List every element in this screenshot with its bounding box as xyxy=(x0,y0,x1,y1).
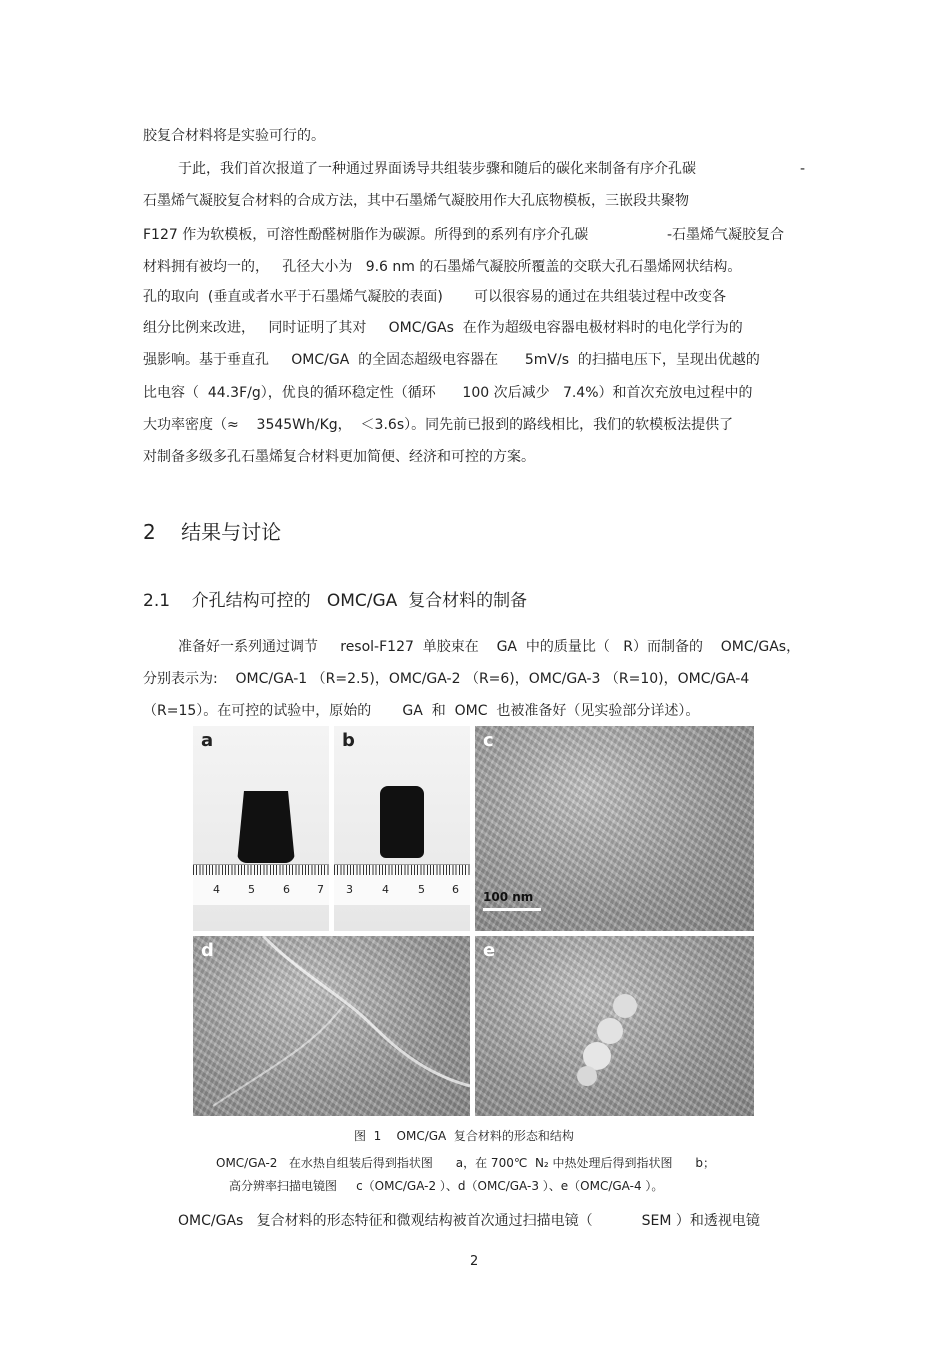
panel-label-e: e xyxy=(483,940,496,961)
body-text-line: - xyxy=(800,161,806,177)
page-number: 2 xyxy=(470,1254,479,1269)
ruler-tick-label: 4 xyxy=(213,883,220,896)
subsection-heading: 2.1 介孔结构可控的 OMC/GA 复合材料的制备 xyxy=(143,591,528,611)
body-text-line: （R=15）。在可控的试验中，原始的 GA 和 OMC 也被准备好（见实验部分详述）。 xyxy=(143,703,700,719)
ruler-tick-label: 7 xyxy=(317,883,324,896)
panel-a-photo xyxy=(193,726,329,931)
section-heading: 2 结果与讨论 xyxy=(143,520,282,544)
sample-monolith xyxy=(380,786,424,858)
particle-chain xyxy=(475,936,754,1116)
body-text-line: F127 作为软模板，可溶性酚醛树脂作为碳源。所得到的系列有序介孔碳 xyxy=(143,227,589,243)
body-text-line: OMC/GAs 复合材料的形态特征和微观结构被首次通过扫描电镜（ SEM ）和透视电镜 xyxy=(178,1213,760,1229)
figure-caption-title: 图 1 OMC/GA 复合材料的形态和结构 xyxy=(354,1129,574,1143)
body-text-line: 对制备多级多孔石墨烯复合材料更加简便、经济和可控的方案。 xyxy=(143,449,535,465)
panel-label-d: d xyxy=(201,940,214,961)
body-text-line: 强影响。基于垂直孔 OMC/GA 的全固态超级电容器在 5mV/s 的扫描电压下，呈现出优越的 xyxy=(143,352,760,368)
panel-label-c: c xyxy=(483,730,494,751)
body-text-line: 分别表示为: OMC/GA-1 （R=2.5)，OMC/GA-2 （R=6)，OMC/GA-3 （R=10)，OMC/GA-4 xyxy=(143,671,750,687)
ruler-tick-label: 5 xyxy=(248,883,255,896)
ruler-tick-label: 5 xyxy=(418,883,425,896)
panel-label-b: b xyxy=(342,730,355,751)
panel-d-sem-image xyxy=(193,936,470,1116)
ruler-tick-label: 4 xyxy=(382,883,389,896)
body-text-line: 比电容（ 44.3F/g），优良的循环稳定性（循环 100 次后减少 7.4%）和首次充放电过程中的 xyxy=(143,385,753,401)
scale-bar-label: 100 nm xyxy=(483,890,534,904)
ruler-tick-label: 3 xyxy=(346,883,353,896)
body-text-line: -石墨烯气凝胶复合 xyxy=(667,227,785,243)
body-text-line: 大功率密度（≈ 3545Wh/Kg， ＜3.6s）。同先前已报到的路线相比，我们的软模板法提供了 xyxy=(143,417,734,433)
figure-caption-line: 高分辨率扫描电镜图 c（OMC/GA-2 ）、d（OMC/GA-3 ）、e（OMC/GA-4 ）。 xyxy=(229,1179,664,1193)
ruler-tick-label: 6 xyxy=(283,883,290,896)
panel-c-sem-image xyxy=(475,726,754,931)
body-text-line: 准备好一系列通过调节 resol-F127 单胶束在 GA 中的质量比（ R）而制备的 OMC/GAs， xyxy=(178,639,801,655)
graphene-wrinkles xyxy=(193,936,470,1116)
figure-caption-line: OMC/GA-2 在水热自组装后得到指状图 a，在 700℃ N₂ 中热处理后得到指状图 b； xyxy=(216,1156,716,1170)
body-text-line: 石墨烯气凝胶复合材料的合成方法，其中石墨烯气凝胶用作大孔底物模板，三嵌段共聚物 xyxy=(143,193,689,209)
figure-1 xyxy=(193,726,754,1116)
ruler xyxy=(193,864,329,905)
sample-monolith xyxy=(237,791,295,863)
panel-e-sem-image xyxy=(475,936,754,1116)
panel-b-photo xyxy=(334,726,470,931)
body-text-line: 组分比例来改进， 同时证明了其对 OMC/GAs 在作为超级电容器电极材料时的电化学行为的 xyxy=(143,320,743,336)
ruler-tick-label: 6 xyxy=(452,883,459,896)
scale-bar xyxy=(483,908,541,911)
body-text-line: 孔的取向 (垂直或者水平于石墨烯气凝胶的表面) 可以很容易的通过在共组装过程中改变各 xyxy=(143,289,726,305)
body-text-line: 材料拥有被均一的， 孔径大小为 9.6 nm 的石墨烯气凝胶所覆盖的交联大孔石墨烯网状结构。 xyxy=(143,259,742,275)
body-text-line: 胶复合材料将是实验可行的。 xyxy=(143,128,325,144)
panel-label-a: a xyxy=(201,730,214,751)
ruler xyxy=(334,864,470,905)
body-text-line: 于此，我们首次报道了一种通过界面诱导共组装步骤和随后的碳化来制备有序介孔碳 xyxy=(178,161,696,177)
